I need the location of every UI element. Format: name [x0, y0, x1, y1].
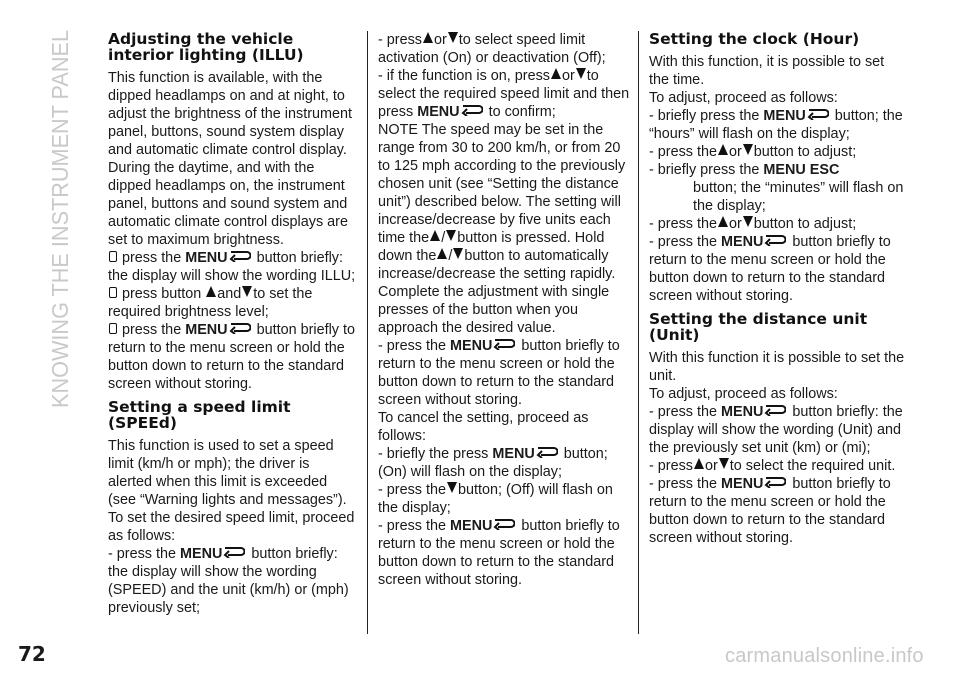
step-item — [378, 445, 630, 481]
up-arrow-icon — [694, 458, 704, 469]
menu-key-label: MENU — [449, 518, 493, 534]
paragraph: With this function, it is possible to set the time. — [649, 54, 885, 88]
text: or — [728, 144, 742, 160]
text: or — [728, 216, 742, 232]
step-item — [649, 215, 905, 233]
down-arrow-icon — [453, 248, 463, 259]
text: or — [704, 458, 718, 474]
text: button; the “hours” will flash on the display; — [649, 108, 903, 142]
text: button to adjust; — [753, 216, 857, 232]
text: press button — [122, 286, 202, 302]
down-arrow-icon — [242, 286, 252, 297]
text: button; (On) will flash on the display; — [378, 446, 608, 480]
text: - press the — [649, 216, 717, 232]
text: - press — [649, 458, 693, 474]
text: button briefly to return to the menu screen or hold the button down to return to the standard screen without storing. — [649, 234, 891, 304]
text: button briefly: the display will show the wording (SPEED) and the unit (km/h) or (mph) previously set; — [108, 546, 349, 616]
watermark-text: carmanualsonline.info — [725, 645, 924, 667]
return-arrow-icon — [223, 546, 245, 558]
return-arrow-icon — [493, 518, 515, 530]
down-arrow-icon — [743, 216, 753, 227]
text: button to adjust; — [753, 144, 857, 160]
down-arrow-icon — [446, 230, 456, 241]
up-arrow-icon — [423, 32, 433, 43]
return-arrow-icon — [764, 404, 786, 416]
text: button; the “minutes” will flash on the display; — [693, 180, 904, 214]
return-arrow-icon — [229, 322, 251, 334]
text: NOTE The speed may be set in the range from 30 to 200 km/h, or from 20 to 125 mph according to the previously chosen unit (see “Setting the distance unit”) described below. The setting will increase/decrease by five units each time the — [378, 122, 626, 246]
step-item — [649, 475, 905, 547]
text: and — [217, 286, 242, 302]
text: / — [441, 230, 446, 246]
text: button briefly to return to the menu screen or hold the button down to return to the standard screen without storing. — [108, 322, 355, 392]
menu-key-label: MENU — [185, 322, 228, 338]
text: - press the — [649, 404, 717, 420]
text: button briefly to return to the menu screen or hold the button down to return to the standard screen without storing. — [649, 476, 891, 546]
note-paragraph — [378, 121, 630, 337]
text: button is pressed. Hold down the — [378, 230, 605, 264]
middle-column — [378, 31, 630, 589]
return-arrow-icon — [461, 104, 483, 116]
paragraph: To adjust, proceed as follows: — [649, 90, 838, 106]
text: - briefly press the — [649, 162, 760, 178]
menu-key-label: MENU — [720, 404, 764, 420]
text: button briefly to return to the menu screen or hold the button down to return to the standard screen without storing. — [378, 518, 620, 588]
step-item — [378, 337, 630, 409]
return-arrow-icon — [536, 446, 558, 458]
section-sidebar-title — [22, 28, 80, 408]
step-item — [649, 457, 905, 475]
text: - press the — [378, 338, 446, 354]
text: or — [561, 68, 575, 84]
text: - press the — [649, 144, 717, 160]
checkbox-bullet-icon — [109, 251, 117, 262]
return-arrow-icon — [493, 338, 515, 350]
step-item — [108, 545, 356, 617]
bullet-item — [108, 321, 356, 393]
text: - press the — [108, 546, 176, 562]
up-arrow-icon — [430, 230, 440, 241]
text: button briefly: the display will show the wording (Unit) and the previously set unit (km) or (mi); — [649, 404, 903, 456]
text: to confirm; — [488, 104, 556, 120]
text: to select the required unit. — [729, 458, 896, 474]
paragraph: To adjust, proceed as follows: — [649, 386, 838, 402]
text: button to automatically increase/decrease the setting rapidly. Complete the adjustment with single presses of the button when you approach the desired value. — [378, 248, 616, 336]
text: to set the required brightness level; — [108, 286, 313, 320]
text: press the — [122, 322, 182, 338]
text: / — [448, 248, 453, 264]
text: - press the — [649, 234, 717, 250]
up-arrow-icon — [206, 286, 216, 297]
text: - briefly the press — [378, 446, 489, 462]
paragraph: With this function it is possible to set the unit. — [649, 350, 905, 384]
up-arrow-icon — [437, 248, 447, 259]
heading-clock: Setting the clock (Hour) — [649, 30, 860, 48]
down-arrow-icon — [743, 144, 753, 155]
heading-interior-lighting: Adjusting the vehicle interior lighting (ILLU) — [108, 30, 304, 64]
down-arrow-icon — [447, 482, 457, 493]
column-divider — [367, 31, 368, 634]
column-divider — [638, 31, 639, 634]
step-item — [649, 233, 905, 305]
text: to select speed limit activation (On) or deactivation (Off); — [378, 32, 606, 66]
paragraph: To cancel the setting, proceed as follows: — [378, 410, 589, 444]
checkbox-bullet-icon — [109, 323, 117, 334]
menu-key-label: MENU — [185, 250, 228, 266]
down-arrow-icon — [719, 458, 729, 469]
up-arrow-icon — [551, 68, 561, 79]
bullet-item — [108, 249, 356, 285]
text: - briefly press the — [649, 108, 760, 124]
bullet-item — [108, 285, 356, 321]
menu-key-label: MENU — [179, 546, 223, 562]
text: - press the — [378, 518, 446, 534]
down-arrow-icon — [448, 32, 458, 43]
checkbox-bullet-icon — [109, 287, 117, 298]
text: button briefly to return to the menu screen or hold the button down to return to the standard screen without storing. — [378, 338, 620, 408]
return-arrow-icon — [229, 250, 251, 262]
step-item — [378, 31, 630, 67]
step-item — [378, 67, 630, 121]
sidebar-section-text: KNOWING THE INSTRUMENT PANEL — [47, 28, 73, 408]
step-item — [378, 517, 630, 589]
heading-distance-unit: Setting the distance unit (Unit) — [649, 310, 868, 344]
heading-speed-limit: Setting a speed limit (SPEEd) — [108, 398, 291, 432]
menu-key-label: MENU — [720, 476, 764, 492]
step-item — [649, 143, 905, 161]
text: button briefly: the display will show the wording ILLU; — [108, 250, 356, 284]
text: press the — [122, 250, 182, 266]
menu-key-label: MENU — [763, 108, 806, 124]
text: button; (Off) will flash on the display; — [378, 482, 613, 516]
step-item-continuation — [649, 179, 905, 215]
step-item — [378, 481, 630, 517]
paragraph: During the daytime, and with the dipped headlamps on, the instrument panel, buttons and sound system and automatic climate control displays are set to maximum brightness. — [108, 160, 348, 248]
paragraph: To set the desired speed limit, proceed as follows: — [108, 510, 355, 544]
menu-esc-key-label: MENU ESC — [763, 162, 840, 178]
text: - press the — [649, 476, 717, 492]
menu-key-label: MENU — [449, 338, 493, 354]
text: or — [433, 32, 447, 48]
return-arrow-icon — [807, 108, 829, 120]
text: to select the required speed limit and then press — [378, 68, 630, 120]
down-arrow-icon — [576, 68, 586, 79]
up-arrow-icon — [718, 216, 728, 227]
return-arrow-icon — [764, 234, 786, 246]
step-item — [649, 107, 905, 143]
step-item — [649, 161, 905, 179]
page-number: 72 — [18, 642, 46, 666]
paragraph: This function is available, with the dipped headlamps on and at night, to adjust the brightness of the instrument panel, buttons, sound system display and automatic climate control display. — [108, 70, 352, 158]
paragraph: This function is used to set a speed limit (km/h or mph); the driver is alerted when this limit is exceeded (see “Warning lights and messages”). — [108, 438, 347, 508]
text: - if the function is on, press — [378, 68, 550, 84]
return-arrow-icon — [764, 476, 786, 488]
up-arrow-icon — [718, 144, 728, 155]
right-column — [649, 31, 905, 547]
menu-key-label: MENU — [720, 234, 764, 250]
menu-key-label: MENU — [417, 104, 460, 120]
text: - press — [378, 32, 422, 48]
left-column — [108, 31, 356, 617]
step-item — [649, 403, 905, 457]
text: - press the — [378, 482, 446, 498]
menu-key-label: MENU — [492, 446, 535, 462]
